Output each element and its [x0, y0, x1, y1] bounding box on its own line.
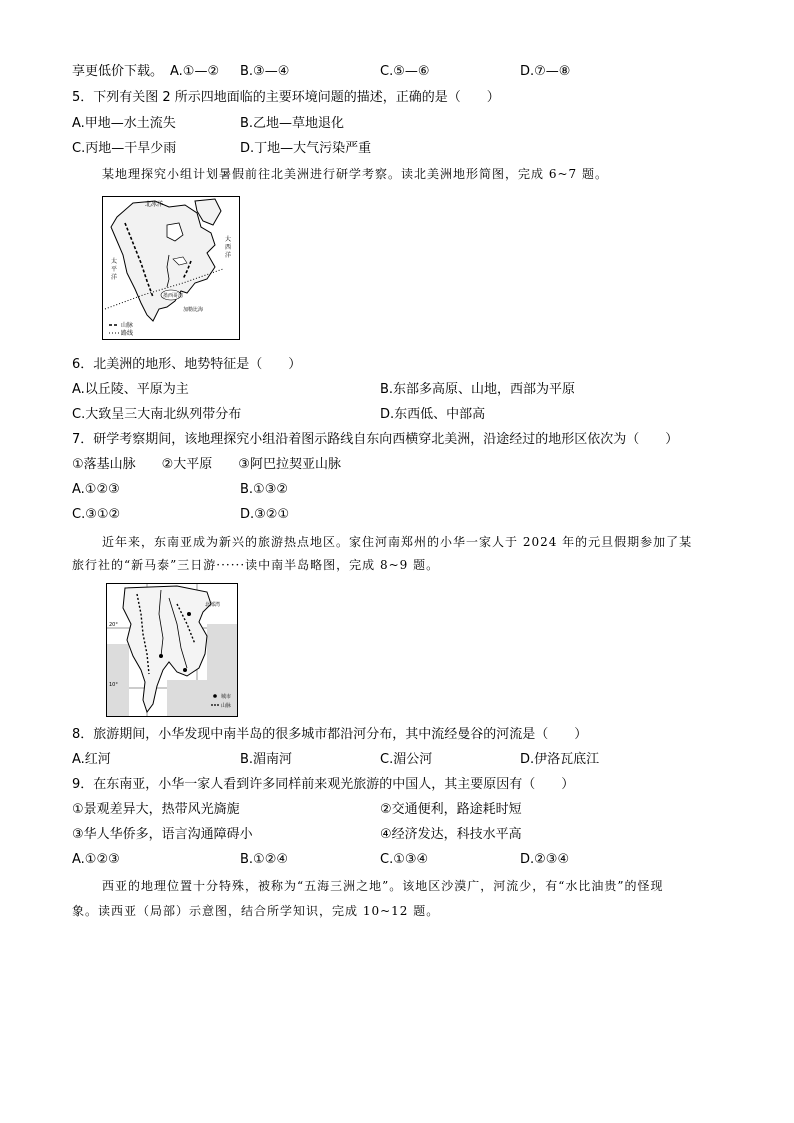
q6-option-d: D.东西低、中部高: [380, 407, 486, 422]
q4-option-c: C.⑤—⑥: [380, 64, 430, 79]
intro-10-12-line1: 西亚的地理位置十分特殊，被称为“五海三洲之地”。该地区沙漠广，河流少，有“水比油贵”的怪现: [102, 879, 664, 893]
q9-option-c: C.①③④: [380, 852, 429, 867]
legend-mountain-sea: 山脉: [221, 703, 232, 709]
q9-item-1: ①景观差异大，热带风光旖旎: [72, 802, 240, 817]
q8-option-a: A.红河: [72, 752, 111, 767]
q9-item-2: ②交通便利，路途耗时短: [380, 802, 522, 817]
label-lat20: 20°: [109, 622, 118, 628]
label-atlantic-1: 大: [225, 236, 232, 243]
q7-option-d: D.③②①: [240, 507, 290, 522]
label-pacific-1: 太: [111, 258, 118, 265]
label-atlantic-3: 洋: [225, 252, 232, 259]
q5-option-d: D.丁地—大气污染严重: [240, 141, 372, 156]
label-gulf: 墨西哥湾: [163, 293, 184, 299]
label-arctic: 北冰洋: [145, 201, 164, 208]
q7-items: ①落基山脉 ②大平原 ③阿巴拉契亚山脉: [72, 457, 341, 472]
q4-option-a: A.①—②: [170, 64, 220, 79]
q7-option-a: A.①②③: [72, 482, 120, 497]
north-america-map: [102, 196, 240, 340]
intro-10-12-line2: 象。读西亚（局部）示意图，结合所学知识，完成 10~12 题。: [72, 904, 440, 918]
q8-option-c: C.湄公河: [380, 752, 433, 767]
q5-option-b: B.乙地—草地退化: [240, 116, 345, 131]
label-caribbean: 加勒比海: [183, 307, 204, 313]
q7-option-b: B.①③②: [240, 482, 289, 497]
indochina-map: [106, 583, 238, 717]
q8-option-b: B.湄南河: [240, 752, 293, 767]
q9-option-d: D.②③④: [520, 852, 570, 867]
legend-city: 城市: [221, 694, 232, 700]
q8-option-d: D.伊洛瓦底江: [520, 752, 600, 767]
q4-tail-text: 享更低价下载。: [72, 64, 164, 79]
label-pacific-2: 平: [111, 266, 118, 273]
q5-option-a: A.甲地—水土流失: [72, 116, 176, 131]
q5-stem: 5．下列有关图 2 所示四地面临的主要环境问题的描述，正确的是（ ）: [72, 90, 500, 105]
label-beibu-gulf: 北部湾: [205, 602, 221, 608]
label-pacific-3: 洋: [111, 274, 118, 281]
q4-option-d: D.⑦—⑧: [520, 64, 571, 79]
q5-option-c: C.丙地—干旱少雨: [72, 141, 177, 156]
q8-stem: 8．旅游期间，小华发现中南半岛的很多城市都沿河分布，其中流经曼谷的河流是（ ）: [72, 727, 588, 742]
q9-option-a: A.①②③: [72, 852, 120, 867]
legend-route: 路线: [121, 330, 134, 337]
q6-option-b: B.东部多高原、山地，西部为平原: [380, 382, 576, 397]
label-atlantic-2: 西: [225, 244, 232, 251]
q6-option-c: C.大致呈三大南北纵列带分布: [72, 407, 242, 422]
q9-option-b: B.①②④: [240, 852, 289, 867]
q9-item-4: ④经济发达，科技水平高: [380, 827, 522, 842]
q7-stem: 7．研学考察期间，该地理探究小组沿着图示路线自东向西横穿北美洲，沿途经过的地形区依次为（ ）: [72, 432, 679, 447]
q9-stem: 9．在东南亚，小华一家人看到许多同样前来观光旅游的中国人，其主要原因有（ ）: [72, 777, 575, 792]
intro-8-9-line2: 旅行社的“新马泰”三日游······读中南半岛略图，完成 8~9 题。: [72, 558, 440, 572]
legend-mountain: 山脉: [121, 322, 134, 329]
intro-8-9-line1: 近年来，东南亚成为新兴的旅游热点地区。家住河南郑州的小华一家人于 2024 年的元旦假期参加了某: [102, 535, 693, 549]
q6-option-a: A.以丘陵、平原为主: [72, 382, 189, 397]
intro-6-7: 某地理探究小组计划暑假前往北美洲进行研学考察。读北美洲地形简图，完成 6~7 题。: [102, 167, 608, 181]
q7-option-c: C.③①②: [72, 507, 121, 522]
q6-stem: 6．北美洲的地形、地势特征是（ ）: [72, 357, 302, 372]
q9-item-3: ③华人华侨多，语言沟通障碍小: [72, 827, 253, 842]
label-lat10: 10°: [109, 682, 118, 688]
q4-option-b: B.③—④: [240, 64, 290, 79]
